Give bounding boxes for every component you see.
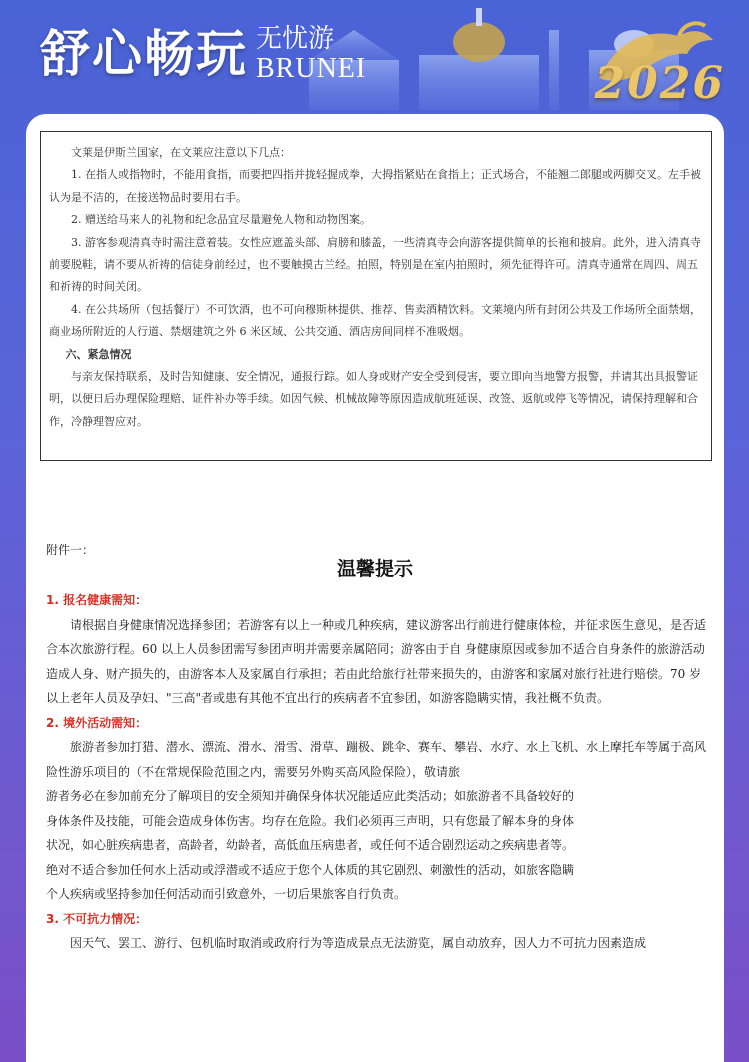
section-2-line-6: 个人疾病或坚持参加任何活动而引致意外，一切后果旅客自行负责。 (46, 887, 407, 901)
section-3-heading: 3. 不可抗力情况： (46, 911, 148, 926)
document-sheet (26, 114, 724, 1062)
brunei-notice-box (40, 131, 712, 461)
section-2-line-4: 状况，如心脏疾病患者，高龄者，幼龄者，高低血压病患者，或任何不适合剧烈运动之疾病患者等。 (46, 838, 575, 852)
notice-item-1: 1. 在指人或指物时，不能用食指，而要把四指并拢轻握成拳，大拇指紧贴在食指上；正式场合，不能翘二郎腿或两脚交叉。左手被认为是不洁的，在接送物品时要用右手。 (49, 168, 701, 204)
brand-main-title: 舒心畅玩 (40, 25, 248, 83)
section-2-line-3: 身体条件及技能，可能会造成身体伤害。均存在危险。我们必须再三声明，只有您最了解本身的身体 (46, 813, 575, 828)
section-2-heading: 2. 境外活动需知： (46, 715, 148, 730)
section-3-text: 因天气、罢工、游行、包机临时取消或政府行为等造成景点无法游览，属自动放弃，因人力不可抗力因素造成 (70, 936, 647, 950)
brand-subtitle: 无忧游 (256, 24, 335, 54)
brand-country: BRUNEI (256, 53, 367, 84)
section-6-text: 与亲友保持联系，及时告知健康、安全情况，通报行踪。如人身或财产安全受到侵害，要立即向当地警方报警，并请其出具报警证明，以便日后办理保险理赔、证件补办等手续。如因气候、机械故障等原因造成航班延误、改签、返航或停飞等情况，请保持理解和合作，冷静理智应对。 (49, 370, 698, 428)
brand-logo (40, 24, 366, 84)
document-title: 温馨提示 (336, 558, 413, 580)
section-2-line-5: 绝对不适合参加任何水上活动或浮潜或不适应于您个人体质的其它剧烈、刺激性的活动，如旅客隐瞒 (46, 862, 575, 877)
notice-intro: 文莱是伊斯兰国家，在文莱应注意以下几点： (71, 146, 291, 159)
section-1-heading: 1. 报名健康需知： (46, 593, 148, 607)
tips-body (46, 588, 710, 956)
notice-item-2: 2. 赠送给马来人的礼物和纪念品宜尽量避免人物和动物图案。 (71, 213, 371, 227)
annex-label: 附件一： (46, 543, 95, 557)
section-2-line-2: 游者务必在参加前充分了解项目的安全须知并确保身体状况能适应此类活动；如旅游者不具备较好的 (46, 789, 575, 803)
notice-item-3: 3. 游客参观清真寺时需注意着装。女性应遮盖头部、肩膀和膝盖，一些清真寺会向游客提供简单的长袍和披肩。此外，进入清真寺前要脱鞋，请不要从祈祷的信徒身前经过，也不要触摸古兰经。拍照，特别是在室内拍照时，须先征得许可。清真寺通常在周四、周五和祈祷的时间关闭。 (49, 235, 701, 294)
section-2-line-1: 旅游者参加打猎、潜水、漂流、滑水、滑雪、滑草、蹦极、跳伞、赛车、攀岩、水疗、水上飞机、水上摩托车等属于高风险性游乐项目的（不在常规保险范围之内，需要另外购买高风险保险），敬请旅 (46, 740, 707, 779)
section-6-heading: 六、紧急情况 (65, 347, 132, 361)
notice-item-4: 4. 在公共场所（包括餐厅）不可饮酒，也不可向穆斯林提供、推荐、售卖酒精饮料。文莱境内所有封闭公共及工作场所全面禁烟，商业场所附近的人行道、禁烟建筑之外 6 米区域、公共交通、酒店房间同样不准吸烟。 (49, 302, 701, 339)
section-1-text: 请根据自身健康情况选择参团；若游客有以上一种或几种疾病，建议游客出行前进行健康体检，并征求医生意见，是否适合本次旅游行程。60 以上人员参团需写参团声明并需要亲属陪同；游客由于自 身健康原因或参加不适合自身条件的旅游活动造成人身、财产损失的，由游客本人及家属自行承担；若由此给旅行社带来损失的，由游客和家属对旅行社进行赔偿。70 岁以上老年人员及孕妇、"三高"者或患有其他不宜出行的疾病者不宜参团，如游客隐瞒实情，我社概不负责。 (46, 617, 707, 705)
year-label: 2026 (594, 58, 725, 109)
